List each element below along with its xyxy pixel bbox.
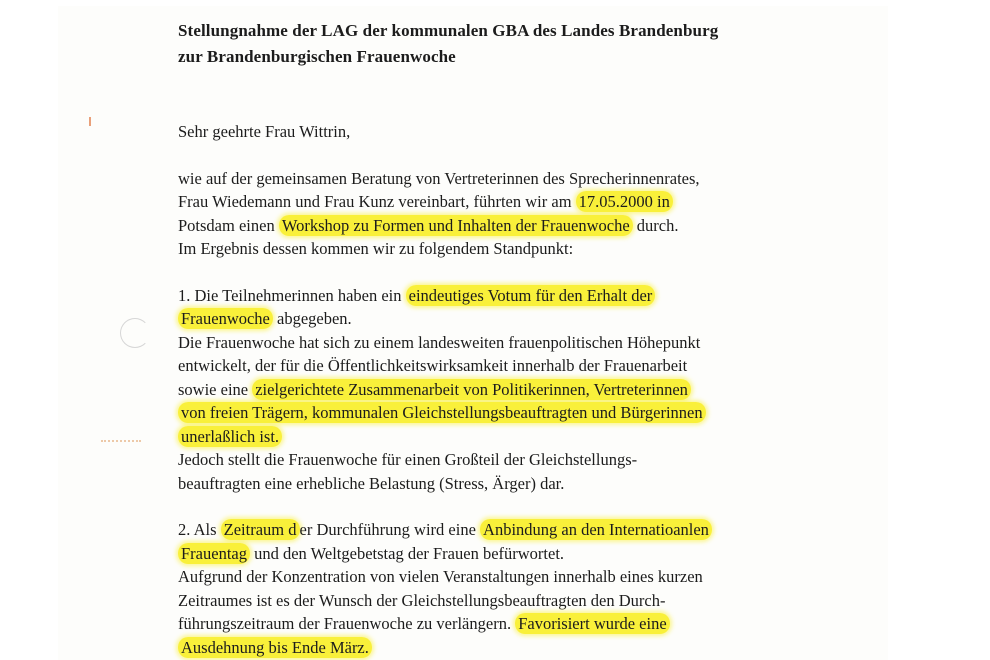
letter-body (178, 18, 858, 659)
text-run: und den Weltgebetstag der Frauen befürwortet. (249, 543, 565, 563)
text-line (178, 378, 858, 402)
document-title (178, 18, 858, 70)
text-line: Die Frauenwoche hat sich zu einem landesweiten frauenpolitischen Höhepunkt (178, 332, 701, 352)
text-run: führungszeitraum der Frauenwoche zu verlängern. (178, 614, 516, 633)
scan-speck (101, 440, 141, 444)
highlighted-text: unerlaßlich ist. (178, 426, 282, 447)
text-line (178, 518, 858, 542)
highlighted-text: Workshop zu Formen und Inhalten der Frauenwoche (279, 215, 633, 236)
text-line (178, 425, 858, 449)
highlighted-text: Ausdehnung bis Ende März. (178, 637, 372, 658)
text-run: er Durchführung wird eine (299, 520, 481, 539)
text-line: beauftragten eine erhebliche Belastung (Stress, Ärger) dar. (178, 473, 565, 493)
text-run: Frau Wiedemann und Frau Kunz vereinbart, führten wir am (178, 192, 576, 211)
title-line: zur Brandenburgischen Frauenwoche (178, 47, 456, 66)
text-run: durch. (632, 215, 679, 235)
text-line (178, 284, 858, 308)
title-line: Stellungnahme der LAG der kommunalen GBA des Landes Brandenburg (178, 21, 719, 40)
highlighted-text: von freien Trägern, kommunalen Gleichstellungsbeauftragten und Bürgerinnen (178, 402, 706, 423)
highlighted-text: zielgerichtete Zusammenarbeit von Politikerinnen, Vertreterinnen (252, 379, 691, 400)
highlighted-text: Zeitraum d (221, 519, 300, 540)
text-run: 2. Als (178, 520, 221, 539)
highlighted-text: 17.05.2000 in (576, 191, 673, 212)
text-line: wie auf der gemeinsamen Beratung von Vertreterinnen des Sprecherinnenrates, (178, 168, 700, 188)
text-line (178, 214, 858, 238)
intro-paragraph (178, 167, 858, 261)
highlighted-text: Favorisiert wurde eine (515, 613, 669, 634)
text-line (178, 190, 858, 214)
text-line (178, 401, 858, 425)
highlighted-text: Anbindung an den Internatioanlen (480, 519, 712, 540)
point-1-paragraph (178, 284, 858, 496)
text-line: entwickelt, der für die Öffentlichkeitswirksamkeit innerhalb der Frauenarbeit (178, 356, 688, 375)
text-run: 1. Die Teilnehmerinnen haben ein (178, 285, 406, 305)
text-line: Jedoch stellt die Frauenwoche für einen Großteil der Gleichstellungs- (178, 450, 638, 469)
highlighted-text: Frauenwoche (178, 308, 273, 329)
text-line (178, 636, 858, 660)
text-line: Aufgrund der Konzentration von vielen Veranstaltungen innerhalb eines kurzen (178, 567, 703, 586)
text-line (178, 307, 858, 331)
text-run: abgegeben. (272, 309, 352, 328)
point-2-paragraph (178, 518, 858, 659)
text-run: Potsdam einen (178, 215, 279, 235)
highlighted-text: eindeutiges Votum für den Erhalt der (406, 285, 656, 306)
text-line (178, 612, 858, 636)
text-line: Zeitraumes ist es der Wunsch der Gleichstellungsbeauftragten den Durch- (178, 590, 666, 610)
scan-speck (89, 117, 91, 126)
highlighted-text: Frauentag (178, 543, 250, 564)
text-line: Im Ergebnis dessen kommen wir zu folgendem Standpunkt: (178, 239, 574, 258)
salutation: Sehr geehrte Frau Wittrin, (178, 122, 351, 141)
text-line (178, 542, 858, 566)
punch-hole-mark (120, 318, 150, 348)
text-run: sowie eine (178, 379, 253, 399)
